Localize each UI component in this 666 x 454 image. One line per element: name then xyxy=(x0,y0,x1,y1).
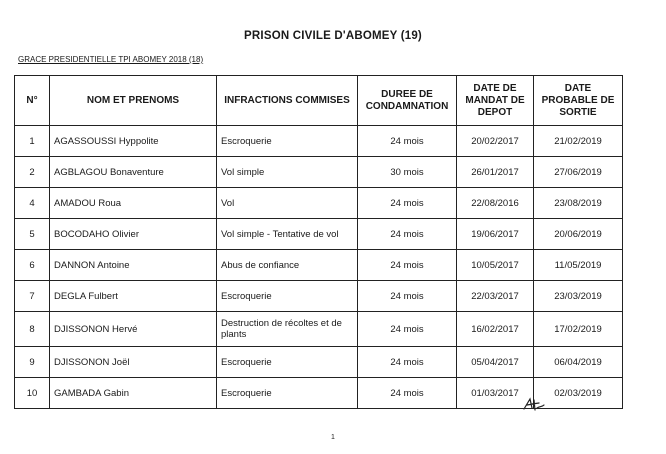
cell-offense: Escroquerie xyxy=(217,126,358,157)
cell-name: AMADOU Roua xyxy=(50,188,217,219)
cell-offense: Destruction de récoltes et de plants xyxy=(217,312,358,347)
cell-offense: Escroquerie xyxy=(217,281,358,312)
cell-release-date: 27/06/2019 xyxy=(534,157,623,188)
cell-name: DJISSONON Hervé xyxy=(50,312,217,347)
cell-duration: 24 mois xyxy=(358,281,457,312)
handwritten-initials xyxy=(522,396,546,412)
column-header-name: NOM ET PRENOMS xyxy=(50,76,217,126)
cell-release-date: 06/04/2019 xyxy=(534,347,623,378)
cell-deposit-date: 10/05/2017 xyxy=(457,250,534,281)
table-row xyxy=(15,250,623,281)
cell-release-date: 23/03/2019 xyxy=(534,281,623,312)
cell-number: 9 xyxy=(15,347,50,378)
cell-name: AGBLAGOU Bonaventure xyxy=(50,157,217,188)
table-row xyxy=(15,126,623,157)
column-header-duration: DUREE DE CONDAMNATION xyxy=(358,76,457,126)
cell-duration: 24 mois xyxy=(358,347,457,378)
cell-deposit-date: 19/06/2017 xyxy=(457,219,534,250)
page-number: 1 xyxy=(331,434,335,441)
table-row xyxy=(15,312,623,347)
column-header-release-date: DATE PROBABLE DE SORTIE xyxy=(534,76,623,126)
cell-deposit-date: 22/08/2016 xyxy=(457,188,534,219)
table-row xyxy=(15,188,623,219)
table-row xyxy=(15,281,623,312)
cell-release-date: 20/06/2019 xyxy=(534,219,623,250)
cell-duration: 24 mois xyxy=(358,312,457,347)
cell-offense: Vol simple - Tentative de vol xyxy=(217,219,358,250)
cell-offense: Escroquerie xyxy=(217,347,358,378)
cell-duration: 24 mois xyxy=(358,219,457,250)
cell-number: 7 xyxy=(15,281,50,312)
cell-deposit-date: 20/02/2017 xyxy=(457,126,534,157)
cell-number: 10 xyxy=(15,378,50,409)
cell-offense: Vol simple xyxy=(217,157,358,188)
cell-number: 8 xyxy=(15,312,50,347)
cell-release-date: 23/08/2019 xyxy=(534,188,623,219)
table-row xyxy=(15,157,623,188)
cell-duration: 24 mois xyxy=(358,250,457,281)
column-header-offense: INFRACTIONS COMMISES xyxy=(217,76,358,126)
cell-release-date: 17/02/2019 xyxy=(534,312,623,347)
cell-deposit-date: 01/03/2017 xyxy=(457,378,534,409)
cell-number: 1 xyxy=(15,126,50,157)
document-title: PRISON CIVILE D'ABOMEY (19) xyxy=(244,30,422,42)
cell-number: 5 xyxy=(15,219,50,250)
cell-deposit-date: 05/04/2017 xyxy=(457,347,534,378)
cell-name: DJISSONON Joël xyxy=(50,347,217,378)
column-header-deposit-date: DATE DE MANDAT DE DEPOT xyxy=(457,76,534,126)
cell-offense: Abus de confiance xyxy=(217,250,358,281)
cell-name: DANNON Antoine xyxy=(50,250,217,281)
cell-duration: 24 mois xyxy=(358,126,457,157)
cell-name: BOCODAHO Olivier xyxy=(50,219,217,250)
cell-deposit-date: 22/03/2017 xyxy=(457,281,534,312)
table-header-row xyxy=(15,76,623,126)
cell-release-date: 11/05/2019 xyxy=(534,250,623,281)
cell-release-date: 21/02/2019 xyxy=(534,126,623,157)
cell-name: DEGLA Fulbert xyxy=(50,281,217,312)
cell-number: 6 xyxy=(15,250,50,281)
cell-offense: Vol xyxy=(217,188,358,219)
cell-name: GAMBADA Gabin xyxy=(50,378,217,409)
table-row xyxy=(15,219,623,250)
cell-number: 2 xyxy=(15,157,50,188)
cell-deposit-date: 16/02/2017 xyxy=(457,312,534,347)
cell-duration: 30 mois xyxy=(358,157,457,188)
cell-number: 4 xyxy=(15,188,50,219)
table-row xyxy=(15,347,623,378)
column-header-number: N° xyxy=(15,76,50,126)
cell-duration: 24 mois xyxy=(358,188,457,219)
cell-release-date: 02/03/2019 xyxy=(534,378,623,409)
cell-duration: 24 mois xyxy=(358,378,457,409)
cell-deposit-date: 26/01/2017 xyxy=(457,157,534,188)
detainee-table xyxy=(14,75,623,409)
cell-name: AGASSOUSSI Hyppolite xyxy=(50,126,217,157)
cell-offense: Escroquerie xyxy=(217,378,358,409)
document-subtitle: GRACE PRESIDENTIELLE TPI ABOMEY 2018 (18) xyxy=(18,55,204,64)
